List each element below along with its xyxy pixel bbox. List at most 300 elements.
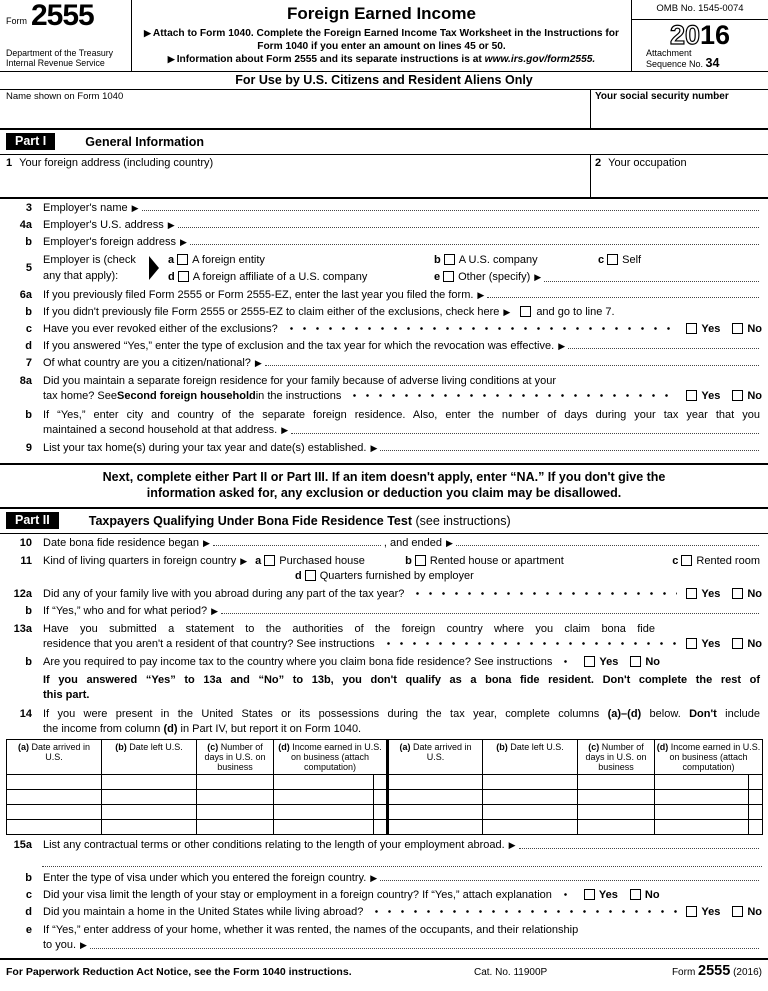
- table-row: [7, 820, 763, 835]
- line-8b-cont: [0, 422, 768, 439]
- name-field[interactable]: [0, 90, 590, 128]
- line14-table-wrap: [0, 738, 768, 835]
- option-5e-letter: e: [434, 270, 441, 283]
- line13b-yes-no: [584, 656, 660, 668]
- pointer-icon: [281, 424, 288, 436]
- bona-fide-note-1: If you answered “Yes” to 13a and “No” to 13b, you don't qualify as a bona fide resident. Don't complete the rest of: [43, 673, 760, 686]
- col-b2-header: (b) Date left U.S.: [483, 740, 578, 775]
- line8b-text-2: maintained a second household at that address.: [43, 423, 278, 436]
- dot-leader: [285, 326, 678, 331]
- option-11d-letter: d: [295, 569, 302, 582]
- pointer-icon: [509, 839, 516, 851]
- line-8a: [0, 371, 768, 388]
- col-d-header: (d) Income earned in U.S. on business (attach computation): [274, 740, 388, 775]
- footer-form-year: (2016): [730, 967, 762, 978]
- col-a-header: (a) Date arrived in U.S.: [7, 740, 102, 775]
- no-label: No: [747, 905, 762, 918]
- irs-url: www.irs.gov/form2555.: [484, 54, 596, 65]
- year-solid: 16: [700, 20, 731, 50]
- table-cell-cents[interactable]: [749, 775, 763, 790]
- line-12b: [0, 602, 768, 619]
- tax-homes-input-line[interactable]: [380, 449, 759, 451]
- dot-leader: [411, 591, 677, 596]
- table-cell-cents[interactable]: [374, 775, 388, 790]
- dot-leader: [382, 641, 678, 646]
- line6d-label: If you answered “Yes,” enter the type of exclusion and the tax year for which the revocation was effective.: [43, 339, 555, 352]
- table-cell[interactable]: [102, 790, 197, 805]
- line14-number: 14: [19, 707, 32, 720]
- rented-room-checkbox[interactable]: [681, 555, 692, 566]
- dot-leader: [559, 892, 575, 897]
- table-row: [7, 805, 763, 820]
- option-5a-letter: a: [168, 253, 175, 266]
- line15b-label: Enter the type of visa under which you entered the foreign country.: [43, 871, 367, 884]
- line15c-label: Did your visa limit the length of your stay or employment in a foreign country? If “Yes,” attach explanation: [43, 888, 552, 901]
- option-11d-label: Quarters furnished by employer: [319, 569, 474, 582]
- pointer-icon: [370, 872, 377, 884]
- line10-mid-label: , and ended: [383, 536, 442, 549]
- line5-label-2: any that apply):: [43, 270, 119, 282]
- table-cell[interactable]: [102, 805, 197, 820]
- line-5: [0, 250, 768, 286]
- form-header: [0, 0, 768, 72]
- option-5e-label: Other (specify): [458, 270, 531, 283]
- dept-line2: Internal Revenue Service: [6, 58, 105, 68]
- line-8a-cont: [0, 388, 768, 405]
- purchased-house-checkbox[interactable]: [264, 555, 275, 566]
- pointer-icon: [534, 271, 541, 283]
- table-cell[interactable]: [102, 775, 197, 790]
- option-5c: [598, 254, 641, 266]
- option-5a-label: A foreign entity: [192, 253, 265, 266]
- footer-form-number: 2555: [698, 963, 731, 979]
- form-word: Form: [6, 16, 27, 26]
- table-cell[interactable]: [655, 805, 749, 820]
- table-cell[interactable]: [7, 775, 102, 790]
- line14-t2a: the income from column: [43, 722, 164, 735]
- sequence-number: 34: [705, 55, 720, 70]
- line-15e-cont: [0, 937, 768, 954]
- line8a-text-1: Did you maintain a separate foreign residence for your family because of adverse living conditions at your: [43, 374, 556, 387]
- no-label: No: [645, 655, 660, 668]
- table-cell[interactable]: [655, 775, 749, 790]
- other-specify-input-line[interactable]: [544, 280, 759, 282]
- table-cell-cents[interactable]: [749, 820, 763, 835]
- us-company-checkbox[interactable]: [444, 254, 455, 265]
- paperwork-notice: For Paperwork Reduction Act Notice, see the Form 1040 instructions.: [6, 966, 352, 978]
- line12a-no-checkbox[interactable]: [732, 588, 743, 599]
- line12b-label: If “Yes,” who and for what period?: [43, 604, 208, 617]
- table-cell[interactable]: [655, 790, 749, 805]
- table-cell[interactable]: [274, 790, 374, 805]
- pointer-icon: [255, 357, 262, 369]
- line14-bold-d: (d): [163, 722, 178, 735]
- line13b-yes-checkbox[interactable]: [584, 656, 595, 667]
- line6c-label: Have you ever revoked either of the exclusions?: [43, 322, 278, 335]
- second-household-input-line[interactable]: [291, 432, 759, 434]
- line4a-number: 4a: [19, 218, 32, 231]
- line11-number: 11: [20, 554, 32, 567]
- line-11-cont: [0, 568, 768, 585]
- employer-foreign-address-input-line[interactable]: [190, 243, 759, 245]
- foreign-entity-checkbox[interactable]: [177, 254, 188, 265]
- table-cell[interactable]: [483, 775, 578, 790]
- table-row: [7, 775, 763, 790]
- line6b-number: b: [25, 305, 32, 318]
- line6c-no-checkbox[interactable]: [732, 323, 743, 334]
- line-13-note: [0, 670, 768, 687]
- who-what-period-input-line[interactable]: [221, 612, 759, 614]
- year-outline: 20: [669, 20, 700, 50]
- table-cell[interactable]: [578, 820, 655, 835]
- option-11a-label: Purchased house: [279, 554, 365, 567]
- line13b-label: Are you required to pay income tax to the country where you claim bona fide residence? See instructions: [43, 655, 553, 668]
- line14-bold-cols: (a)–(d): [607, 707, 642, 720]
- no-label: No: [747, 322, 762, 335]
- pointer-icon: [132, 202, 139, 214]
- line6c-yes-no: [686, 323, 762, 335]
- line5-number: 5: [25, 262, 32, 274]
- line8b-text-1: If “Yes,” enter city and country of the separate foreign residence. Also, enter the number of days during your tax year that you: [43, 408, 760, 421]
- table-cell[interactable]: [483, 820, 578, 835]
- option-5b-label: A U.S. company: [458, 253, 538, 266]
- yes-label: Yes: [701, 322, 721, 335]
- table-cell[interactable]: [274, 820, 374, 835]
- pointer-icon: [180, 236, 187, 248]
- col-c-header: (c) Number of days in U.S. on business: [197, 740, 274, 775]
- omb-number: OMB No. 1545-0074: [632, 0, 768, 20]
- table-cell-cents[interactable]: [374, 790, 388, 805]
- pointer-icon: [503, 306, 510, 318]
- line-4b: [0, 233, 768, 250]
- option-11d: [295, 570, 474, 582]
- form-footer: [0, 958, 768, 987]
- notice-block: [0, 463, 768, 509]
- line-3: [0, 199, 768, 216]
- line-15e: [0, 920, 768, 937]
- line12b-number: b: [25, 604, 32, 617]
- dot-leader: [348, 393, 677, 398]
- line14-text-2: [43, 723, 361, 735]
- part2-title-text: Taxpayers Qualifying Under Bona Fide Residence Test: [88, 513, 412, 528]
- line9-label: List your tax home(s) during your tax year and date(s) established.: [43, 441, 367, 454]
- line8b-number: b: [25, 408, 32, 421]
- line-13b: [0, 653, 768, 670]
- form-title-block: [132, 0, 631, 71]
- no-label: No: [644, 888, 660, 901]
- col-b-header: (b) Date left U.S.: [102, 740, 197, 775]
- foreign-affiliate-checkbox[interactable]: [178, 271, 189, 282]
- line4b-label: Employer's foreign address: [43, 235, 176, 248]
- line15c-number: c: [25, 888, 32, 901]
- line-11: [0, 551, 768, 568]
- line7-label: Of what country are you a citizen/national?: [43, 356, 251, 369]
- yes-label: Yes: [701, 905, 721, 918]
- line6a-label: If you previously filed Form 2555 or Form 2555-EZ, enter the last year you filed the form.: [43, 288, 474, 301]
- line-8b: [0, 405, 768, 422]
- table-cell[interactable]: [7, 790, 102, 805]
- catalog-number: Cat. No. 11900P: [474, 967, 548, 978]
- no-label: No: [747, 637, 762, 650]
- line-6c: [0, 320, 768, 337]
- line-6b: [0, 303, 768, 320]
- table-cell[interactable]: [483, 805, 578, 820]
- line13b-number: b: [25, 655, 32, 668]
- line-13a-cont: [0, 636, 768, 653]
- form-ref: [672, 963, 762, 979]
- line13a-no-checkbox[interactable]: [732, 638, 743, 649]
- option-11c-letter: c: [672, 554, 679, 567]
- line15c-yes-checkbox[interactable]: [584, 889, 595, 900]
- table-cell[interactable]: [578, 805, 655, 820]
- table-cell-cents[interactable]: [374, 820, 388, 835]
- info-instruction: Information about Form 2555 and its separate instructions is at: [176, 54, 485, 65]
- line15e-number: e: [25, 923, 32, 936]
- yes-label: Yes: [598, 888, 618, 901]
- col-a2-header: (a) Date arrived in U.S.: [388, 740, 483, 775]
- contract-terms-input-line[interactable]: [519, 847, 759, 849]
- line12a-number: 12a: [13, 587, 32, 600]
- line8a-yes-no: [686, 390, 762, 402]
- line1-number: 1: [6, 157, 13, 169]
- pointer-icon: [80, 939, 87, 951]
- line8a-yes-checkbox[interactable]: [686, 390, 697, 401]
- table-cell[interactable]: [388, 790, 483, 805]
- line14-t1e: include: [716, 707, 760, 720]
- line13a-yes-checkbox[interactable]: [686, 638, 697, 649]
- option-5d: [168, 271, 434, 283]
- occupation-field[interactable]: [590, 155, 768, 197]
- line15c-yes-no: [584, 889, 660, 901]
- line5-label-1: Employer is (check: [43, 254, 136, 266]
- line-6a: [0, 286, 768, 303]
- line8a-no-checkbox[interactable]: [732, 390, 743, 401]
- table-cell[interactable]: [388, 775, 483, 790]
- ssn-field[interactable]: [590, 90, 768, 128]
- option-5a: [168, 254, 434, 266]
- line8a-text-3: in the instructions: [255, 389, 342, 402]
- yes-label: Yes: [701, 637, 721, 650]
- attach-instruction: Attach to Form 1040. Complete the Foreign Earned Income Tax Worksheet in the Instructions for Form 1040 if you enter an amount on lines 45 or 50.: [152, 28, 619, 52]
- option-5d-letter: d: [168, 270, 175, 283]
- line1-label: Your foreign address (including country): [19, 157, 214, 169]
- foreign-address-field[interactable]: [0, 155, 590, 197]
- table-cell[interactable]: [578, 775, 655, 790]
- line-14: [0, 704, 768, 721]
- identity-row: [0, 90, 768, 130]
- line-10: [0, 534, 768, 551]
- option-11c: [672, 555, 762, 567]
- option-5d-label: A foreign affiliate of a U.S. company: [192, 270, 368, 283]
- table-cell[interactable]: [197, 775, 274, 790]
- dot-leader: [370, 909, 677, 914]
- line-13-note-cont: [0, 687, 768, 704]
- line3-number: 3: [25, 201, 32, 214]
- residence-began-input-line[interactable]: [213, 544, 381, 546]
- table-header-row: [7, 740, 763, 775]
- line15d-number: d: [25, 905, 32, 918]
- check-here-checkbox[interactable]: [520, 306, 531, 317]
- line14-t1a: If you were present in the United States or its possessions during the tax year, complete columns: [43, 707, 608, 720]
- line6d-number: d: [25, 339, 32, 352]
- table-cell[interactable]: [7, 805, 102, 820]
- table-cell-cents[interactable]: [374, 805, 388, 820]
- table-cell-cents[interactable]: [749, 805, 763, 820]
- table-cell[interactable]: [388, 805, 483, 820]
- line6b-suffix: and go to line 7.: [536, 305, 615, 318]
- option-5e: [434, 271, 541, 283]
- line12a-yes-no: [686, 588, 762, 600]
- employer-us-address-input-line[interactable]: [178, 226, 759, 228]
- dot-leader: [559, 659, 575, 664]
- tax-year: [632, 20, 768, 48]
- option-11c-label: Rented room: [696, 554, 760, 567]
- no-label: No: [747, 587, 762, 600]
- part2-title: [89, 514, 511, 528]
- line9-number: 9: [25, 441, 32, 454]
- line-15d: [0, 903, 768, 920]
- dept-line1: Department of the Treasury: [6, 48, 114, 58]
- line15a-label: List any contractual terms or other conditions relating to the length of your employment abroad.: [43, 838, 505, 851]
- name-label: Name shown on Form 1040: [6, 91, 124, 102]
- quarters-furnished-checkbox[interactable]: [305, 570, 316, 581]
- line-15c: [0, 886, 768, 903]
- line6b-label: If you didn't previously file Form 2555 or 2555-EZ to claim either of the exclusions, check here: [43, 305, 500, 318]
- pointer-icon: [477, 289, 484, 301]
- line14-text-1: [43, 708, 760, 720]
- table-cell[interactable]: [578, 790, 655, 805]
- part1-title: General Information: [85, 134, 205, 149]
- bona-fide-note-2: this part.: [43, 688, 90, 701]
- line-9: [0, 439, 768, 456]
- table-cell[interactable]: [197, 820, 274, 835]
- line15e-text-2: to you.: [43, 938, 77, 951]
- rented-house-checkbox[interactable]: [415, 555, 426, 566]
- table-cell[interactable]: [483, 790, 578, 805]
- line-6d: [0, 337, 768, 354]
- part1-header: [0, 130, 768, 155]
- line15c-no-checkbox[interactable]: [630, 889, 641, 900]
- line15b-number: b: [25, 871, 32, 884]
- line6c-number: c: [25, 322, 32, 335]
- line14-bold-dont: Don't: [689, 707, 717, 720]
- part1-badge: Part I: [6, 133, 55, 150]
- table-cell-cents[interactable]: [749, 790, 763, 805]
- self-checkbox[interactable]: [607, 254, 618, 265]
- line3-label: Employer's name: [43, 201, 128, 214]
- col-d2-header: (d) Income earned in U.S. on business (attach computation): [655, 740, 763, 775]
- line11-label: Kind of living quarters in foreign country: [43, 554, 237, 567]
- last-year-filed-input-line[interactable]: [487, 296, 759, 298]
- form-number: 2555: [31, 0, 94, 32]
- table-cell[interactable]: [274, 805, 374, 820]
- line6c-yes-checkbox[interactable]: [686, 323, 697, 334]
- line-12a: [0, 585, 768, 602]
- revocation-input-line[interactable]: [568, 347, 759, 349]
- line14-t1c: below.: [641, 707, 690, 720]
- line15d-yes-checkbox[interactable]: [686, 906, 697, 917]
- option-11b-letter: b: [405, 554, 412, 567]
- table-cell[interactable]: [7, 820, 102, 835]
- yes-label: Yes: [599, 655, 619, 668]
- pointer-icon: [558, 340, 565, 352]
- yes-label: Yes: [701, 587, 721, 600]
- sequence-label: Sequence No.: [646, 58, 706, 69]
- table-cell[interactable]: [388, 820, 483, 835]
- footer-form-word: Form: [671, 967, 699, 978]
- form-number-block: [0, 0, 132, 71]
- omb-year-block: [631, 0, 768, 71]
- line15e-text-1: If “Yes,” enter address of your home, whether it was rented, the names of the occupants, and their relationship: [43, 923, 579, 936]
- ssn-label: Your social security number: [595, 91, 729, 102]
- pointer-icon: [446, 537, 453, 549]
- pointer-icon: [370, 442, 377, 454]
- part2-header: [0, 509, 768, 534]
- line15a-number: 15a: [13, 838, 32, 851]
- attachment-word: Attachment: [646, 48, 692, 58]
- use-band: For Use by U.S. Citizens and Resident Aliens Only: [0, 72, 768, 90]
- line12a-yes-checkbox[interactable]: [686, 588, 697, 599]
- line8a-text-2: tax home? See: [43, 389, 117, 402]
- line8a-number: 8a: [19, 374, 32, 387]
- line15d-label: Did you maintain a home in the United States while living abroad?: [43, 905, 364, 918]
- home-address-input-line[interactable]: [90, 947, 759, 949]
- option-5c-label: Self: [622, 253, 642, 266]
- pointer-icon: [203, 537, 210, 549]
- line-15b: [0, 869, 768, 886]
- part2-subtitle: (see instructions): [412, 513, 511, 528]
- table-cell[interactable]: [655, 820, 749, 835]
- option-5b-letter: b: [434, 253, 441, 266]
- line7-number: 7: [25, 356, 32, 369]
- option-11a: [255, 555, 405, 567]
- pointer-icon: [211, 605, 218, 617]
- pointer-icon: [144, 27, 151, 41]
- residence-ended-input-line[interactable]: [456, 544, 759, 546]
- line15d-no-checkbox[interactable]: [732, 906, 743, 917]
- option-5b: [434, 254, 598, 266]
- option-11b-label: Rented house or apartment: [429, 554, 564, 567]
- yes-label: Yes: [701, 389, 721, 402]
- table-row: [7, 790, 763, 805]
- pointer-icon: [168, 219, 175, 231]
- table-cell[interactable]: [197, 805, 274, 820]
- visa-type-input-line[interactable]: [380, 879, 759, 881]
- table-cell[interactable]: [102, 820, 197, 835]
- contract-terms-input-line-2[interactable]: [42, 853, 762, 867]
- table-cell[interactable]: [197, 790, 274, 805]
- big-pointer-icon: [149, 256, 159, 280]
- other-checkbox[interactable]: [443, 271, 454, 282]
- col-c2-header: (c) Number of days in U.S. on business: [578, 740, 655, 775]
- line10-label: Date bona fide residence began: [43, 536, 199, 549]
- table-cell[interactable]: [274, 775, 374, 790]
- pointer-icon: [240, 555, 247, 567]
- line8a-bold-ref: Second foreign household: [117, 389, 256, 402]
- option-11a-letter: a: [255, 554, 262, 567]
- line4b-number: b: [25, 235, 32, 248]
- line6a-number: 6a: [19, 288, 32, 301]
- line-7: [0, 354, 768, 371]
- option-11b: [405, 555, 617, 567]
- part2-badge: Part II: [6, 512, 59, 529]
- line-13a: [0, 619, 768, 636]
- line13b-no-checkbox[interactable]: [630, 656, 641, 667]
- citizenship-input-line[interactable]: [265, 364, 759, 366]
- line10-number: 10: [19, 536, 32, 549]
- employer-name-input-line[interactable]: [142, 209, 759, 211]
- no-label: No: [747, 389, 762, 402]
